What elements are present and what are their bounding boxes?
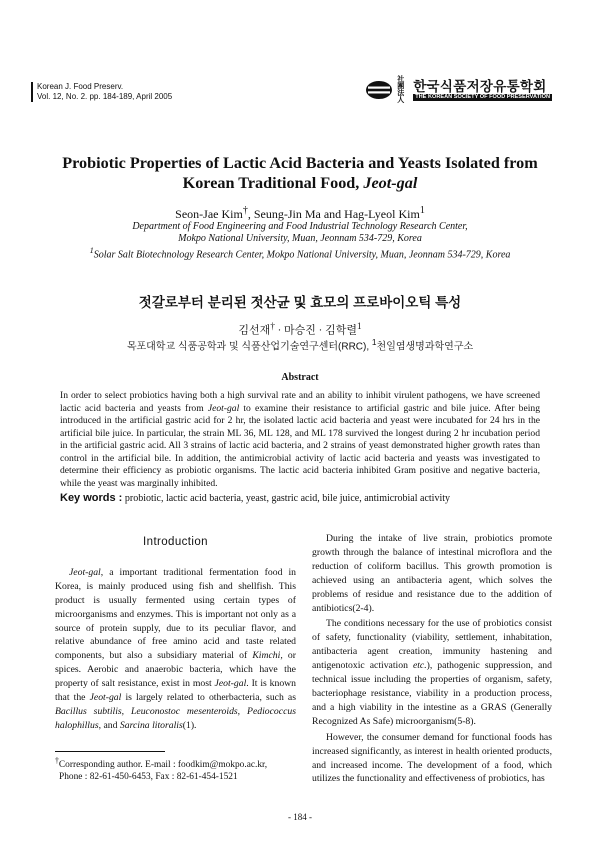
italic-term: etc. bbox=[412, 660, 427, 672]
text-run: , and bbox=[98, 719, 120, 731]
korean-affiliation bbox=[30, 337, 570, 352]
korean-author-1: 김선재 bbox=[238, 324, 271, 337]
society-logo bbox=[365, 76, 552, 104]
italic-term: Kimchi bbox=[252, 650, 281, 662]
abstract-text bbox=[60, 390, 540, 490]
abstract-italic: Jeot-gal bbox=[207, 402, 240, 414]
footnote-email: Corresponding author. E-mail : foodkim@mokpo.ac.kr, bbox=[58, 760, 268, 771]
italic-term: Jeot-gal bbox=[214, 678, 247, 690]
title-line-1: Probiotic Properties of Lactic Acid Bacteria and Yeasts Isolated from bbox=[62, 154, 538, 172]
page-number: - 184 - bbox=[288, 812, 312, 822]
text-run: , a important traditional fermentation food in Korea, is mainly produced using fish and shellfish. This product is usually fermented using certain types of microorganisms and enzymes. This is important not only as a source of protein supply, due to its peculiar flavor, and relative abundance of free amino acid and taste related components, but also a subsidiary material of bbox=[55, 566, 296, 662]
italic-term: Jeot-gal bbox=[89, 692, 122, 704]
footnote-line-1 bbox=[55, 755, 305, 771]
affiliation-text: Solar Salt Biotechnology Research Center, Mokpo National University, Muan, Jeonnam 534-729, Korea bbox=[93, 249, 511, 261]
korean-author-1-mark: † bbox=[270, 321, 275, 331]
affiliation-line-3 bbox=[30, 245, 570, 261]
society-name-korean: 한국식품저장유통학회 bbox=[413, 79, 547, 94]
intro-paragraph-4: However, the consumer demand for functional foods has increased significantly, as interest in health oriented products, and increased income. The development of a food, which utilizes the functionality and effectiveness of probiotics, has bbox=[312, 731, 552, 785]
society-emblem-icon bbox=[365, 80, 393, 100]
society-mark: 社團法人 bbox=[397, 76, 405, 104]
korean-affiliation-1: 목포대학교 식품공학과 및 식품산업기술연구센터(RRC), bbox=[126, 341, 372, 353]
text-run: ), pathogenic suppression, and technical issue including the properties of organism, safety, bacteriophage resistance, viability in a production process, and a high viability in the intestine as a GRAS (Generally Recognized As Safe) microorganism(5-8). bbox=[312, 660, 552, 727]
intro-paragraph-2: During the intake of live strain, probiotics promote growth through the balance of intestinal microflora and the reduction of coliform bacillus. This growth promotion is achieved using an antibacteria agent, which solves the problems of residue and resistance due to the addition of antibiotics(2-4). bbox=[312, 533, 552, 614]
affiliation-line-1: Department of Food Engineering and Food Industrial Technology Research Center, bbox=[132, 221, 468, 232]
footnote-line-2: Phone : 82-61-450-6453, Fax : 82-61-454-1521 bbox=[59, 772, 238, 783]
intro-paragraph-3 bbox=[312, 617, 552, 728]
title-italic: Jeot-gal bbox=[363, 174, 418, 192]
paper-title bbox=[40, 153, 560, 193]
intro-paragraph-1 bbox=[55, 566, 296, 733]
author-1: Seon-Jae Kim bbox=[175, 207, 243, 221]
author-1-mark: † bbox=[242, 205, 248, 216]
text-run: , or spices. Aerobic and anaerobic bacteria, which have the property of salt resistance, exist in most bbox=[55, 650, 296, 690]
title-prefix: Korean Traditional Food, bbox=[182, 174, 364, 192]
korean-author-rest-mark: 1 bbox=[356, 321, 362, 331]
text-run: (1). bbox=[182, 719, 197, 731]
text-run: . It is known that the bbox=[55, 678, 296, 704]
author-rest: , Seung-Jin Ma and Hag-Lyeol Kim bbox=[247, 207, 420, 221]
italic-term: Jeot-gal bbox=[69, 566, 101, 578]
affiliation-line-2: Mokpo National University, Muan, Jeonnam 534-729, Korea bbox=[178, 233, 422, 244]
journal-name: Korean J. Food Preserv. bbox=[37, 82, 124, 91]
text-run: is largely related to otherbacteria, such as bbox=[121, 692, 296, 704]
abstract-part-1: In order to select probiotics having both a high survival rate and an ability to inhibit virulent pathogens, we have screened lactic acid bacteria and yeasts from bbox=[60, 390, 540, 414]
footnote bbox=[55, 755, 305, 783]
society-name-english: THE KOREAN SOCIETY OF FOOD PRESERVATION bbox=[415, 94, 550, 100]
footnote-mark: † bbox=[55, 756, 59, 765]
italic-term: Bacillus subtilis, Leuconostoc mesenteroids, Pediococcus halophillus bbox=[55, 705, 296, 731]
text-run: The conditions necessary for the use of probiotics consist of safety, functionality (viability, settlement, inhabitation, antibacteria agent creation, immunity hastening and antigenotoxic activation bbox=[312, 618, 552, 672]
italic-term: Sarcina litoralis bbox=[119, 719, 183, 731]
abstract-heading: Abstract bbox=[281, 372, 319, 383]
journal-volume: Vol. 12, No. 2. pp. 184-189, April 2005 bbox=[37, 92, 173, 101]
keywords bbox=[60, 492, 550, 504]
section-heading-introduction: Introduction bbox=[143, 536, 208, 548]
korean-affiliation-mark: 1 bbox=[371, 337, 377, 347]
korean-authors bbox=[40, 321, 560, 338]
korean-author-rest: · 마승진 · 김학렬 bbox=[274, 324, 357, 337]
body-column-left bbox=[55, 532, 296, 733]
author-list bbox=[40, 205, 560, 222]
affiliation-mark: 1 bbox=[89, 246, 94, 255]
keywords-label: Key words : bbox=[60, 492, 123, 504]
korean-affiliation-2: 천일염생명과학연구소 bbox=[376, 341, 474, 353]
korean-title: 젓갈로부터 분리된 젓산균 및 효모의 프로바이오틱 특성 bbox=[138, 295, 462, 310]
title-line-2 bbox=[40, 173, 560, 193]
footnote-rule bbox=[55, 751, 165, 752]
journal-citation bbox=[31, 82, 172, 102]
author-rest-mark: 1 bbox=[419, 205, 425, 216]
abstract-part-2: to examine their resistance to artificial gastric and bile juice. After being introduced in the artificial gastric acid for 2 hr, the isolated lactic acid bacteria and yeast were incubated for 24 hrs in the artificial bile juice. In particular, the strain ML 36, ML 128, and ML 178 survived the longest during 2 hr incubation period in the artificial gastric acid. All 3 strains of lactic acid bacteria, and 2 strains of yeast demonstrated higher growth rates than control in the artificial bile. In addition, the antimicrobial activity of lactic acid bacteria and yeasts was investigated to determine their efficiency as probiotic organisms. The lactic acid bacteria inhibited Gram positive and negative bacteria, while the yeast was marginally inhibited. bbox=[60, 402, 540, 489]
body-column-right bbox=[312, 532, 552, 786]
keywords-text: probiotic, lactic acid bacteria, yeast, gastric acid, bile juice, antimicrobial activity bbox=[122, 493, 451, 504]
